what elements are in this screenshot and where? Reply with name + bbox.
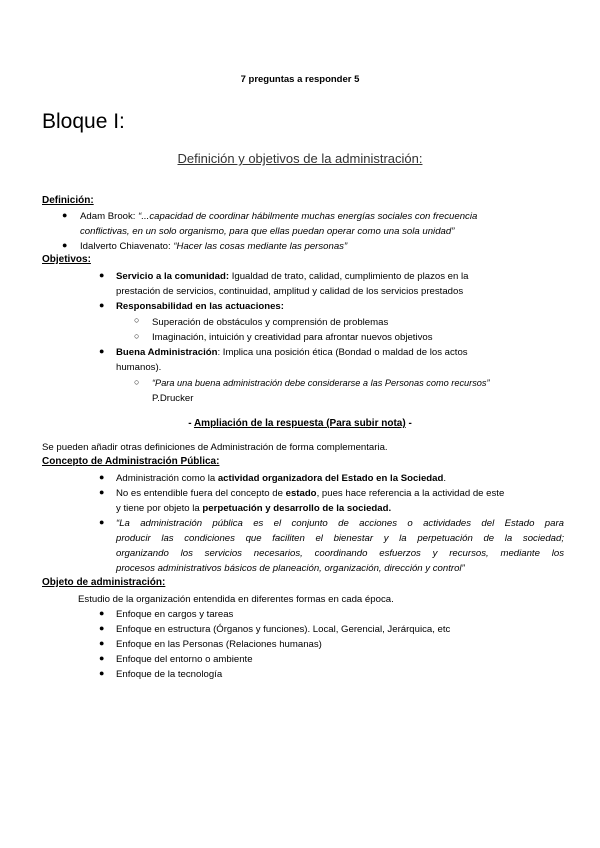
objetivo-item-1: Servicio a la comunidad: Igualdad de trato, calidad, cumplimiento de plazos en la	[116, 271, 469, 282]
objetivo-bold: Responsabilidad en las actuaciones:	[116, 301, 284, 312]
author-label: Idalverto Chiavenato:	[80, 241, 174, 252]
author-label: Adam Brook:	[80, 211, 139, 222]
objeto-item: Enfoque en las Personas (Relaciones humanas)	[116, 639, 322, 650]
concepto-heading: Concepto de Administración Pública:	[42, 456, 220, 467]
bullet-icon: ●	[99, 608, 105, 618]
definicion-heading: Definición:	[42, 195, 94, 206]
objeto-intro: Estudio de la organización entendida en diferentes formas en cada época.	[78, 594, 394, 605]
bullet-icon: ●	[99, 472, 105, 482]
concepto-item-2: No es entendible fuera del concepto de estado, pues hace referencia a la actividad de este	[116, 488, 505, 499]
bullet-icon: ●	[99, 517, 105, 527]
page-header-title: 7 preguntas a responder 5	[240, 74, 360, 85]
quote-line: “...capacidad de coordinar hábilmente muchas energías sociales con frecuencia	[138, 211, 478, 222]
quote-line: conflictivas, en un solo organismo, para que ellas puedan operar como una sola unidad”	[80, 226, 455, 237]
objetivo-subitem: Imaginación, intuición y creatividad para afrontar nuevos objetivos	[152, 332, 433, 343]
bloque-title: Bloque I:	[42, 110, 125, 133]
bullet-icon: ●	[99, 487, 105, 497]
objetivo-bold: Buena Administración	[116, 347, 218, 358]
ampliacion-intro: Se pueden añadir otras definiciones de Administración de forma complementaria.	[42, 442, 388, 453]
objetivo-line: humanos).	[116, 362, 162, 373]
bullet-icon: ●	[99, 270, 105, 280]
objetivo-line: prestación de servicios, continuidad, amplitud y calidad de los servicios prestados	[116, 286, 464, 297]
objetivo-bold: Servicio a la comunidad:	[116, 271, 230, 282]
definicion-item-1	[80, 209, 565, 224]
circle-bullet-icon: ○	[134, 331, 140, 341]
bullet-icon: ●	[99, 300, 105, 310]
objeto-heading: Objeto de administración:	[42, 577, 166, 588]
ampliacion-title: - Ampliación de la respuesta (Para subir nota) -	[188, 418, 412, 429]
bullet-icon: ●	[62, 240, 68, 250]
bullet-icon: ●	[99, 623, 105, 633]
circle-bullet-icon: ○	[134, 315, 140, 325]
concepto-item-2-line: y tiene por objeto la perpetuación y desarrollo de la sociedad.	[116, 503, 392, 514]
bullet-icon: ●	[62, 210, 68, 220]
objetivo-item-3: Buena Administración: Implica una posición ética (Bondad o maldad de los actos	[116, 347, 468, 358]
bullet-icon: ●	[99, 638, 105, 648]
bullet-icon: ●	[99, 346, 105, 356]
objeto-item: Enfoque de la tecnología	[116, 669, 223, 680]
section-subtitle: Definición y objetivos de la administración:	[177, 151, 423, 166]
concepto-quote-line: producir las condiciones que faciliten el bienestar y la perpetuación de la sociedad;	[116, 533, 564, 544]
concepto-quote-line: organizando los servicios necesarios, coordinando esfuerzos y recursos, mediante los	[116, 548, 564, 559]
objeto-item: Enfoque en cargos y tareas	[116, 609, 234, 620]
concepto-item-1: Administración como la actividad organizadora del Estado en la Sociedad.	[116, 473, 447, 484]
circle-bullet-icon: ○	[134, 377, 140, 387]
objetivos-heading: Objetivos:	[42, 254, 91, 265]
drucker-quote: “Para una buena administración debe considerarse a las Personas como recursos”	[152, 378, 490, 388]
bullet-icon: ●	[99, 668, 105, 678]
bullet-icon: ●	[99, 653, 105, 663]
objeto-item: Enfoque en estructura (Órganos y funciones). Local, Gerencial, Jerárquica, etc	[116, 624, 451, 635]
quote-line: “Hacer las cosas mediante las personas”	[173, 241, 348, 252]
concepto-quote-line: procesos administrativos básicos de planeación, organización, dirección y control”	[116, 563, 465, 574]
objeto-item: Enfoque del entorno o ambiente	[116, 654, 253, 665]
concepto-quote-line: “La administración pública es el conjunto de acciones o actividades del Estado para	[116, 518, 564, 529]
drucker-attribution: P.Drucker	[152, 393, 194, 404]
definicion-item-2	[80, 239, 565, 254]
objetivo-subitem: Superación de obstáculos y comprensión de problemas	[152, 317, 389, 328]
